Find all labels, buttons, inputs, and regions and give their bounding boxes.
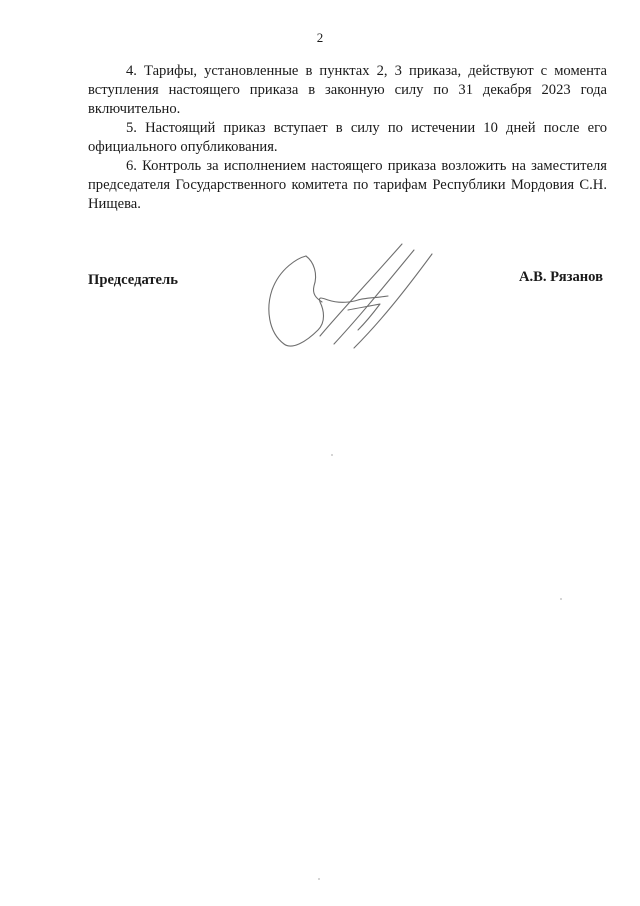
handwritten-signature [262, 240, 442, 355]
scan-speck [560, 598, 562, 600]
signatory-position: Председатель [88, 272, 178, 288]
signatory-name: А.В. Рязанов [518, 269, 603, 285]
paragraph-6: 6. Контроль за исполнением настоящего приказа возложить на заместителя председателя Государственного комитета по тарифам Республики Мордовия С.Н. Нищева. [88, 158, 607, 212]
signature-stroke-diagonal-2 [334, 250, 414, 344]
signature-stroke-diagonal-1 [320, 244, 402, 336]
document-body [88, 62, 607, 214]
signature-stroke-inner [306, 256, 322, 302]
scan-speck [318, 878, 320, 880]
signature-stroke-loop [269, 256, 388, 346]
paragraph-5: 5. Настоящий приказ вступает в силу по истечении 10 дней после его официального опубликования. [88, 120, 607, 155]
scan-speck [331, 454, 333, 456]
signature-stroke-diagonal-3 [354, 254, 432, 348]
paragraph-4: 4. Тарифы, установленные в пунктах 2, 3 приказа, действуют с момента вступления настоящего приказа в законную силу по 31 декабря 2023 года включительно. [88, 63, 607, 117]
page-number: 2 [316, 30, 324, 45]
